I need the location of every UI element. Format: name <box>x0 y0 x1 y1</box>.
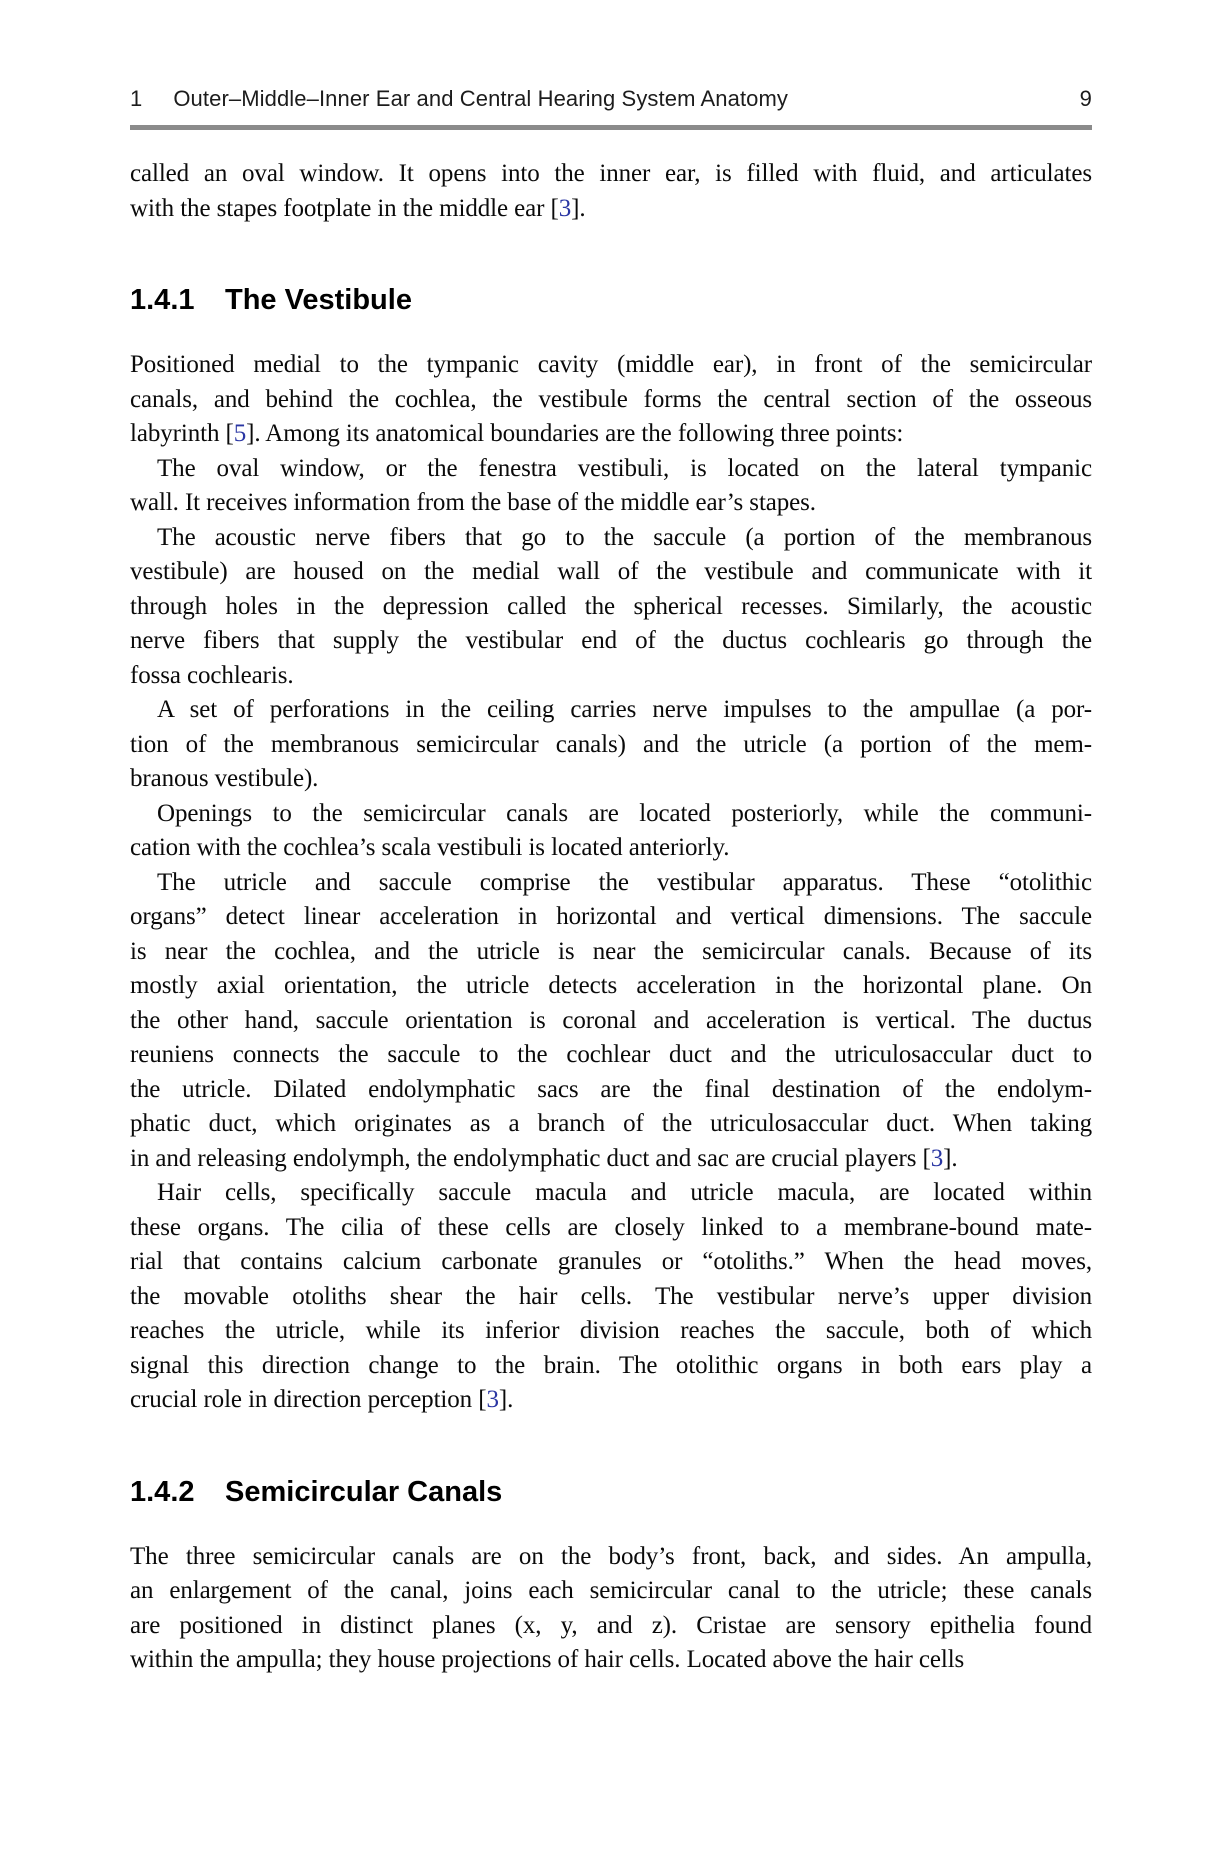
citation-link[interactable]: 3 <box>930 1144 944 1172</box>
page-body <box>130 157 1092 1678</box>
text-run: with the stapes footplate in the middle ear [ <box>130 194 559 222</box>
paragraph <box>130 452 1092 521</box>
text-run: Hair cells, specifically saccule macula and utricle macula, are located within <box>157 1179 1092 1206</box>
header-rule <box>130 125 1092 130</box>
section-heading <box>130 1474 1092 1510</box>
text-run: vestibule) are housed on the medial wall of the vestibule and communicate with it <box>130 558 1092 585</box>
text-line <box>130 1574 1092 1609</box>
paragraph <box>130 866 1092 1177</box>
text-line <box>130 1280 1092 1315</box>
text-line <box>130 521 1092 556</box>
text-run: ]. Among its anatomical boundaries are the following three points: <box>246 420 904 447</box>
text-run: branous vestibule). <box>130 765 319 792</box>
text-run: the movable otoliths shear the hair cells. The vestibular nerve’s upper division <box>130 1282 1092 1310</box>
text-run: in and releasing endolymph, the endolymphatic duct and sac are crucial players [ <box>130 1144 931 1172</box>
text-line <box>130 1383 1092 1418</box>
text-run: within the ampulla; they house projections of hair cells. Located above the hair cells <box>130 1646 965 1673</box>
section-number: 1.4.1 <box>130 284 195 316</box>
text-run: is near the cochlea, and the utricle is near the semicircular canals. Because of its <box>130 937 1092 965</box>
text-run: tion of the membranous semicircular canals) and the utricle (a portion of the mem- <box>130 730 1092 758</box>
text-line <box>130 1349 1092 1384</box>
text-line <box>130 1038 1092 1073</box>
text-line <box>130 762 1092 797</box>
text-line <box>130 555 1092 590</box>
text-run: The three semicircular canals are on the body’s front, back, and sides. An ampulla, <box>130 1542 1092 1570</box>
citation-link[interactable]: 3 <box>558 194 572 222</box>
paragraph <box>130 348 1092 452</box>
text-run: signal this direction change to the brain. The otolithic organs in both ears play a <box>130 1351 1092 1379</box>
text-run: are positioned in distinct planes (x, y, and z). Cristae are sensory epithelia found <box>130 1611 1092 1639</box>
text-line <box>130 1245 1092 1280</box>
section-number: 1.4.2 <box>130 1475 195 1508</box>
text-line <box>130 417 1092 452</box>
text-line <box>130 486 1092 521</box>
page-number: 9 <box>1079 86 1092 111</box>
text-line <box>130 1643 1092 1678</box>
paragraph <box>130 797 1092 866</box>
text-line <box>130 1004 1092 1039</box>
text-line <box>130 192 1092 227</box>
running-head <box>130 86 1092 112</box>
text-run: labyrinth [ <box>130 420 234 447</box>
text-line <box>130 1609 1092 1644</box>
section-title: The Vestibule <box>225 284 412 316</box>
chapter-number: 1 <box>130 86 143 111</box>
paragraph <box>130 521 1092 694</box>
paragraph <box>130 157 1092 226</box>
text-line <box>130 452 1092 487</box>
text-run: Positioned medial to the tympanic cavity (middle ear), in front of the semicircular <box>130 351 1092 378</box>
text-line <box>130 900 1092 935</box>
text-line <box>130 693 1092 728</box>
text-line <box>130 624 1092 659</box>
text-run: mostly axial orientation, the utricle detects acceleration in the horizontal plane. On <box>130 972 1092 999</box>
text-run: nerve fibers that supply the vestibular end of the ductus cochlearis go through the <box>130 627 1092 654</box>
section-title: Semicircular Canals <box>225 1475 503 1508</box>
citation-link[interactable]: 5 <box>233 420 247 447</box>
section-heading <box>130 282 1092 318</box>
text-line <box>130 1314 1092 1349</box>
paragraph <box>130 1540 1092 1678</box>
text-run: reaches the utricle, while its inferior division reaches the saccule, both of which <box>130 1317 1092 1344</box>
text-line <box>130 969 1092 1004</box>
text-run: these organs. The cilia of these cells are closely linked to a membrane-bound mate- <box>130 1213 1092 1241</box>
text-run: cation with the cochlea’s scala vestibuli is located anteriorly. <box>130 834 730 861</box>
text-line <box>130 935 1092 970</box>
text-run: fossa cochlearis. <box>130 661 294 689</box>
text-line <box>130 797 1092 832</box>
text-run: the utricle. Dilated endolymphatic sacs are the final destination of the endolym- <box>130 1075 1092 1103</box>
text-run: A set of perforations in the ceiling carries nerve impulses to the ampullae (a por- <box>157 696 1092 723</box>
text-run: Openings to the semicircular canals are located posteriorly, while the communi- <box>157 799 1092 827</box>
text-run: called an oval window. It opens into the inner ear, is filled with fluid, and articulates <box>130 160 1092 187</box>
chapter-title: Outer–Middle–Inner Ear and Central Hearing System Anatomy <box>173 86 789 111</box>
text-run: canals, and behind the cochlea, the vestibule forms the central section of the osseous <box>130 385 1092 413</box>
text-run: ]. <box>943 1144 958 1172</box>
text-run: wall. It receives information from the base of the middle ear’s stapes. <box>130 489 816 516</box>
text-line <box>130 1142 1092 1177</box>
text-run: The acoustic nerve fibers that go to the saccule (a portion of the membranous <box>157 523 1092 551</box>
text-line <box>130 1176 1092 1211</box>
text-line <box>130 659 1092 694</box>
text-run: The oval window, or the fenestra vestibuli, is located on the lateral tympanic <box>157 454 1092 482</box>
text-line <box>130 383 1092 418</box>
text-line <box>130 1540 1092 1575</box>
text-run: through holes in the depression called the spherical recesses. Similarly, the acoustic <box>130 592 1092 620</box>
text-line <box>130 1073 1092 1108</box>
text-run: ]. <box>498 1386 514 1413</box>
text-run: reuniens connects the saccule to the cochlear duct and the utriculosaccular duct to <box>130 1041 1092 1068</box>
text-run: rial that contains calcium carbonate granules or “otoliths.” When the head moves, <box>130 1248 1092 1275</box>
text-line <box>130 348 1092 383</box>
text-line <box>130 157 1092 192</box>
text-run: The utricle and saccule comprise the vestibular apparatus. These “otolithic <box>157 868 1092 896</box>
text-run: phatic duct, which originates as a branch of the utriculosaccular duct. When taking <box>130 1110 1092 1137</box>
text-line <box>130 728 1092 763</box>
text-line <box>130 866 1092 901</box>
paragraph <box>130 1176 1092 1418</box>
citation-link[interactable]: 3 <box>486 1386 499 1413</box>
text-line <box>130 1107 1092 1142</box>
text-run: the other hand, saccule orientation is coronal and acceleration is vertical. The ductus <box>130 1006 1092 1034</box>
text-run: an enlargement of the canal, joins each semicircular canal to the utricle; these canals <box>130 1577 1092 1604</box>
paragraph <box>130 693 1092 797</box>
text-line <box>130 590 1092 625</box>
text-run: ]. <box>571 194 586 222</box>
text-line <box>130 1211 1092 1246</box>
text-run: organs” detect linear acceleration in horizontal and vertical dimensions. The saccule <box>130 903 1092 930</box>
page-content-column <box>130 0 1092 1678</box>
text-line <box>130 831 1092 866</box>
text-run: crucial role in direction perception [ <box>130 1386 487 1413</box>
